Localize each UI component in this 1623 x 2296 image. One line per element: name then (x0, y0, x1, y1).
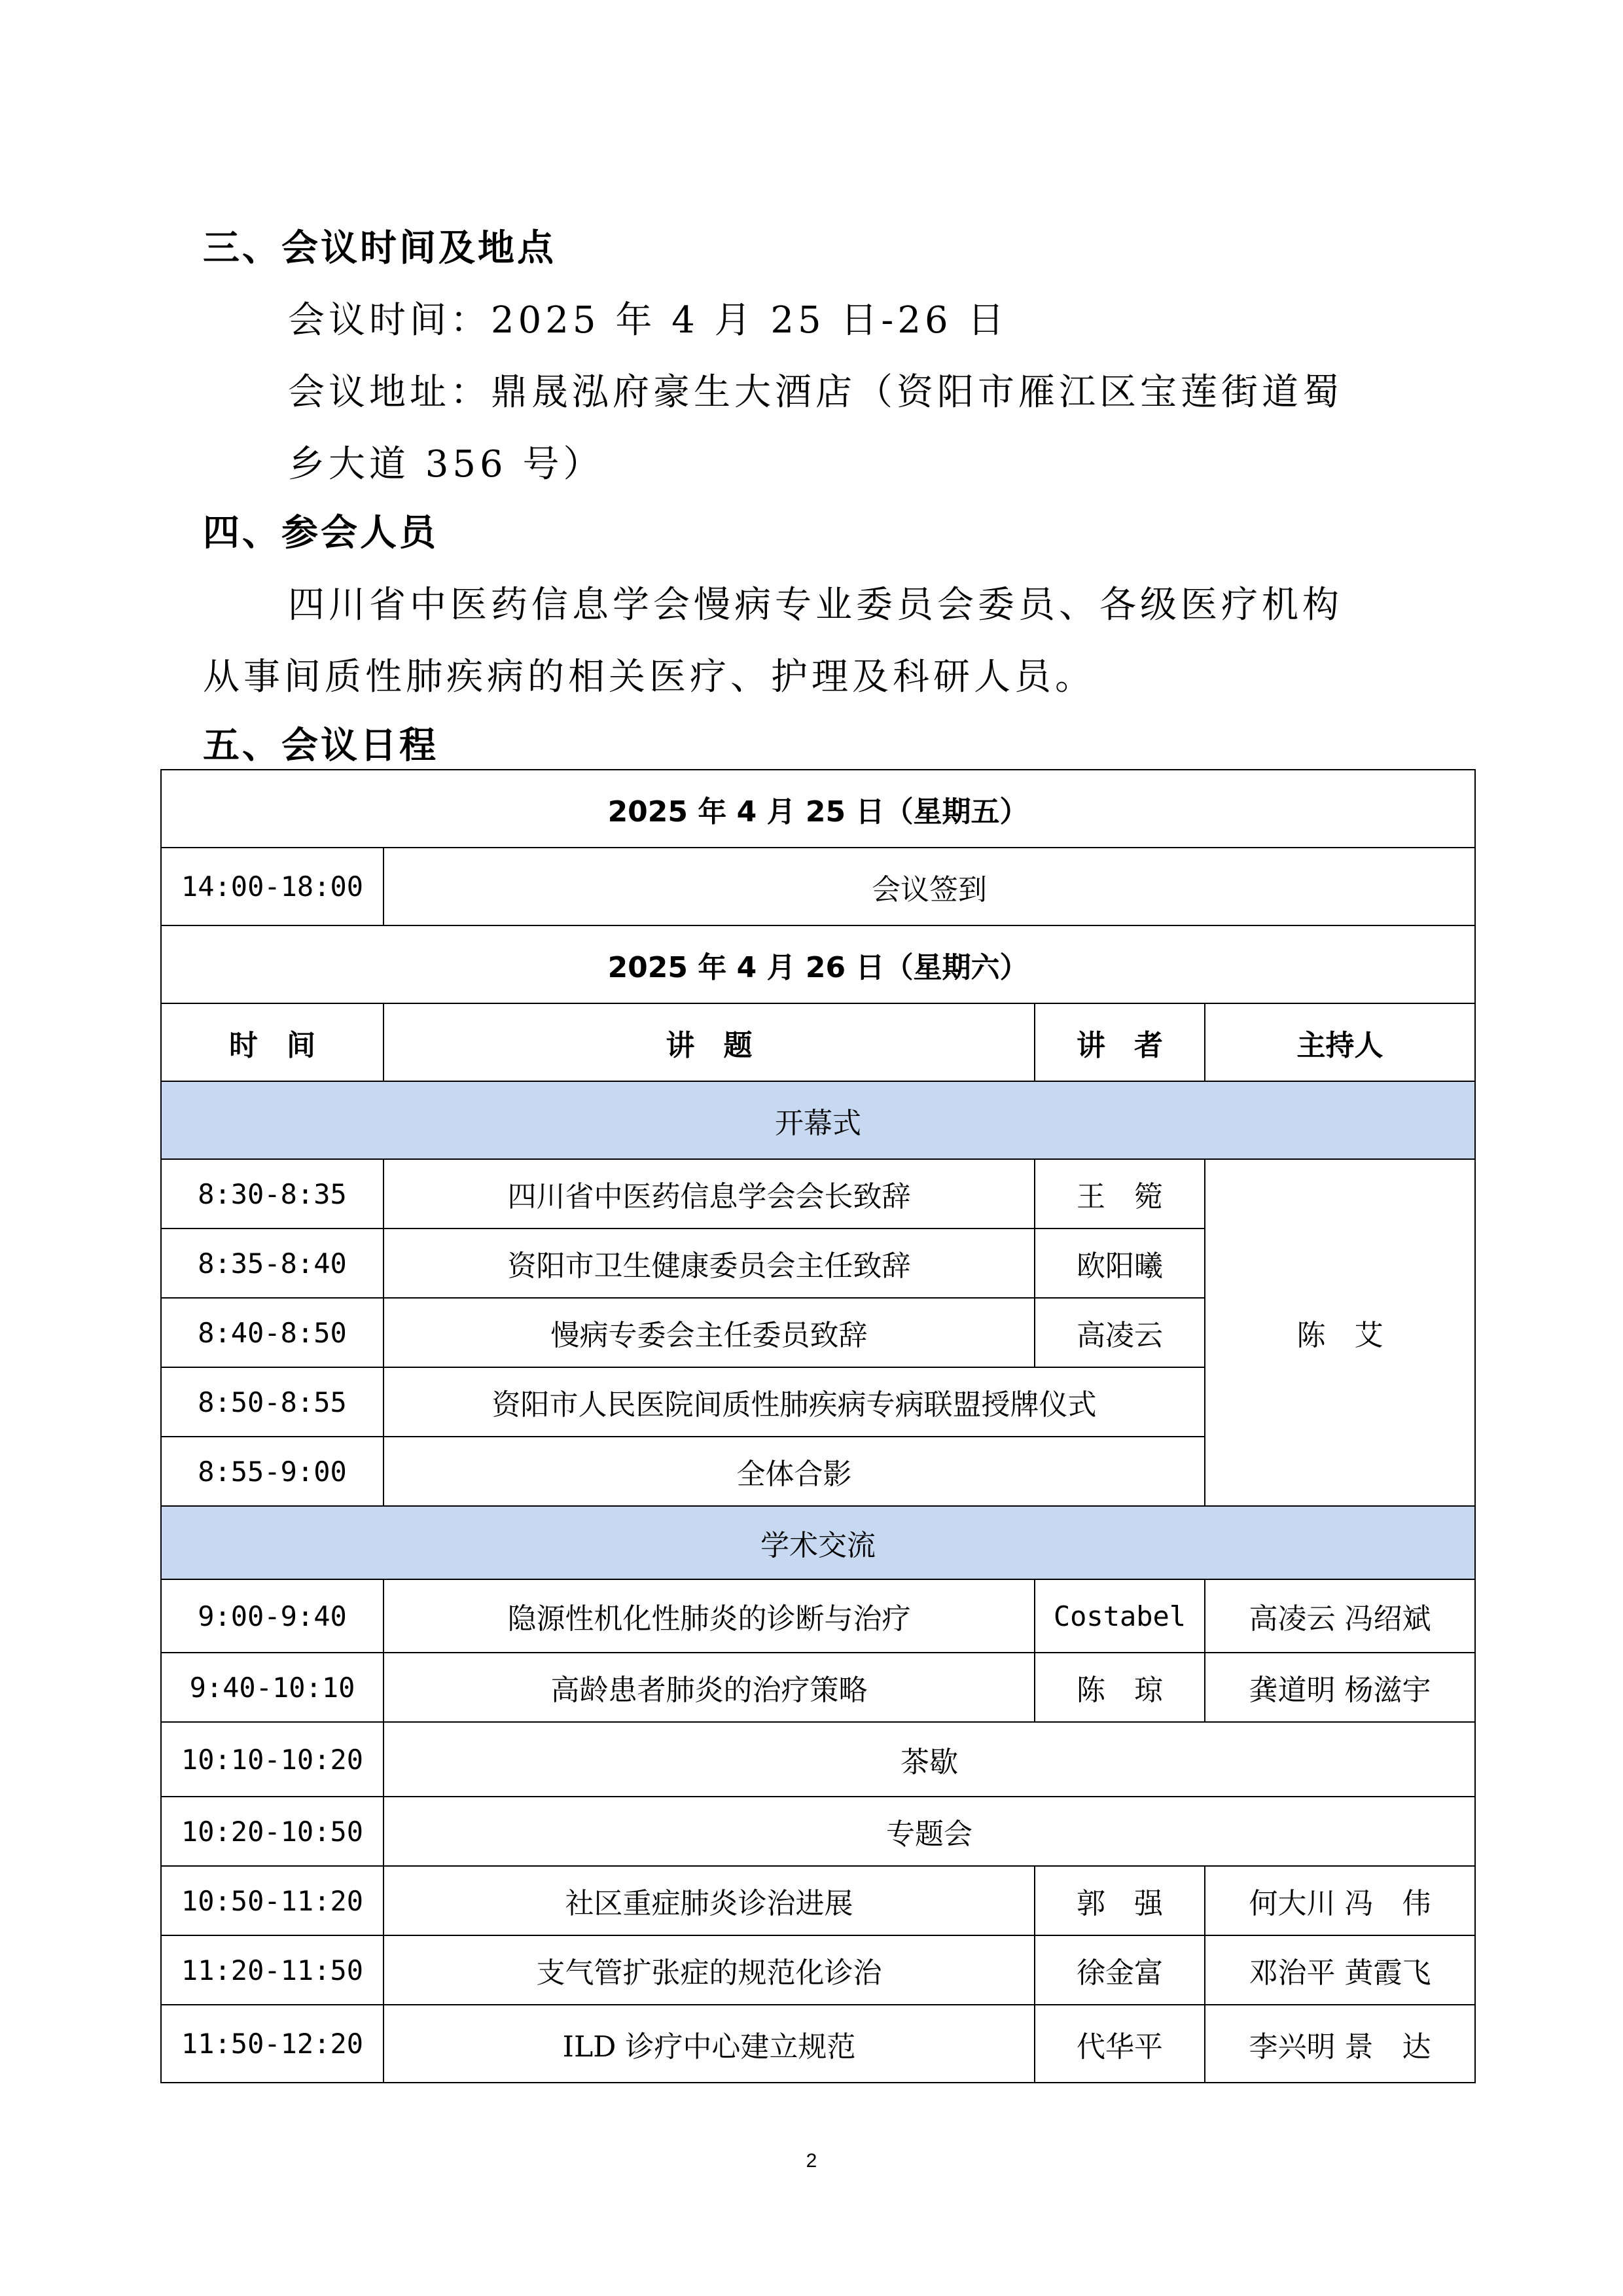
row-topic: 四川省中医药信息学会会长致辞 (383, 1159, 1035, 1229)
break-label: 茶歇 (383, 1722, 1475, 1797)
table-row (161, 1722, 1475, 1797)
day1-header: 2025 年 4 月 25 日（星期五） (161, 770, 1475, 848)
row-topic: 全体合影 (383, 1437, 1205, 1506)
academic-label: 学术交流 (161, 1506, 1475, 1579)
row-time: 8:30-8:35 (161, 1159, 383, 1229)
row-topic: 社区重症肺炎诊治进展 (383, 1866, 1035, 1935)
section-heading-meeting-time-place: 三、会议时间及地点 (203, 227, 556, 270)
row-time: 8:55-9:00 (161, 1437, 383, 1506)
day1-header-row (161, 770, 1475, 848)
academic-band-row (161, 1506, 1475, 1579)
page-number: 2 (806, 2150, 817, 2172)
symposium-label: 专题会 (383, 1797, 1475, 1866)
meeting-address-line-1: 会议地址：鼎晟泓府豪生大酒店（资阳市雁江区宝莲街道蜀 (288, 371, 1343, 414)
col-header-time: 时 间 (161, 1003, 383, 1081)
column-header-row (161, 1003, 1475, 1081)
col-header-host: 主持人 (1205, 1003, 1475, 1081)
row-speaker: 代华平 (1035, 2005, 1205, 2083)
row-topic: 隐源性机化性肺炎的诊断与治疗 (383, 1579, 1035, 1653)
row-host: 李兴明 景 达 (1205, 2005, 1475, 2083)
row-time: 9:00-9:40 (161, 1579, 383, 1653)
row-time: 8:50-8:55 (161, 1367, 383, 1437)
meeting-time-line: 会议时间：2025 年 4 月 25 日-26 日 (288, 299, 1008, 342)
table-row (161, 1579, 1475, 1653)
row-topic: 资阳市卫生健康委员会主任致辞 (383, 1229, 1035, 1298)
row-host: 邓治平 黄霞飞 (1205, 1935, 1475, 2005)
row-time: 8:40-8:50 (161, 1298, 383, 1367)
opening-band-row (161, 1081, 1475, 1159)
row-topic: ILD 诊疗中心建立规范 (383, 2005, 1035, 2083)
row-time: 10:50-11:20 (161, 1866, 383, 1935)
row-topic: 支气管扩张症的规范化诊治 (383, 1935, 1035, 2005)
row-time: 11:20-11:50 (161, 1935, 383, 2005)
attendees-line-2: 从事间质性肺疾病的相关医疗、护理及科研人员。 (203, 656, 1096, 698)
table-row (161, 2005, 1475, 2083)
section-heading-attendees: 四、参会人员 (203, 512, 438, 554)
table-row (161, 848, 1475, 925)
row-host: 龚道明 杨滋宇 (1205, 1653, 1475, 1722)
row-time: 11:50-12:20 (161, 2005, 383, 2083)
row-speaker: 欧阳曦 (1035, 1229, 1205, 1298)
row-speaker: Costabel (1035, 1579, 1205, 1653)
break-time: 10:10-10:20 (161, 1722, 383, 1797)
meeting-address-line-2: 乡大道 356 号） (288, 443, 604, 486)
opening-host: 陈 艾 (1205, 1159, 1475, 1506)
opening-label: 开幕式 (161, 1081, 1475, 1159)
row-time: 8:35-8:40 (161, 1229, 383, 1298)
symposium-time: 10:20-10:50 (161, 1797, 383, 1866)
table-row (161, 1159, 1475, 1229)
row-speaker: 郭 强 (1035, 1866, 1205, 1935)
row-time: 9:40-10:10 (161, 1653, 383, 1722)
table-row (161, 1866, 1475, 1935)
attendees-line-1: 四川省中医药信息学会慢病专业委员会委员、各级医疗机构 (288, 584, 1343, 626)
table-row (161, 1653, 1475, 1722)
col-header-speaker: 讲 者 (1035, 1003, 1205, 1081)
checkin-label: 会议签到 (383, 848, 1475, 925)
col-header-topic: 讲 题 (383, 1003, 1035, 1081)
section-heading-agenda: 五、会议日程 (203, 725, 438, 767)
row-speaker: 高凌云 (1035, 1298, 1205, 1367)
table-row (161, 1797, 1475, 1866)
agenda-table (160, 769, 1476, 2083)
day2-header-row (161, 925, 1475, 1003)
row-speaker: 徐金富 (1035, 1935, 1205, 2005)
day2-header: 2025 年 4 月 26 日（星期六） (161, 925, 1475, 1003)
row-topic: 资阳市人民医院间质性肺疾病专病联盟授牌仪式 (383, 1367, 1205, 1437)
table-row (161, 1935, 1475, 2005)
row-topic: 高龄患者肺炎的治疗策略 (383, 1653, 1035, 1722)
checkin-time: 14:00-18:00 (161, 848, 383, 925)
row-host: 何大川 冯 伟 (1205, 1866, 1475, 1935)
row-speaker: 陈 琼 (1035, 1653, 1205, 1722)
row-speaker: 王 箢 (1035, 1159, 1205, 1229)
row-topic: 慢病专委会主任委员致辞 (383, 1298, 1035, 1367)
row-host: 高凌云 冯绍斌 (1205, 1579, 1475, 1653)
